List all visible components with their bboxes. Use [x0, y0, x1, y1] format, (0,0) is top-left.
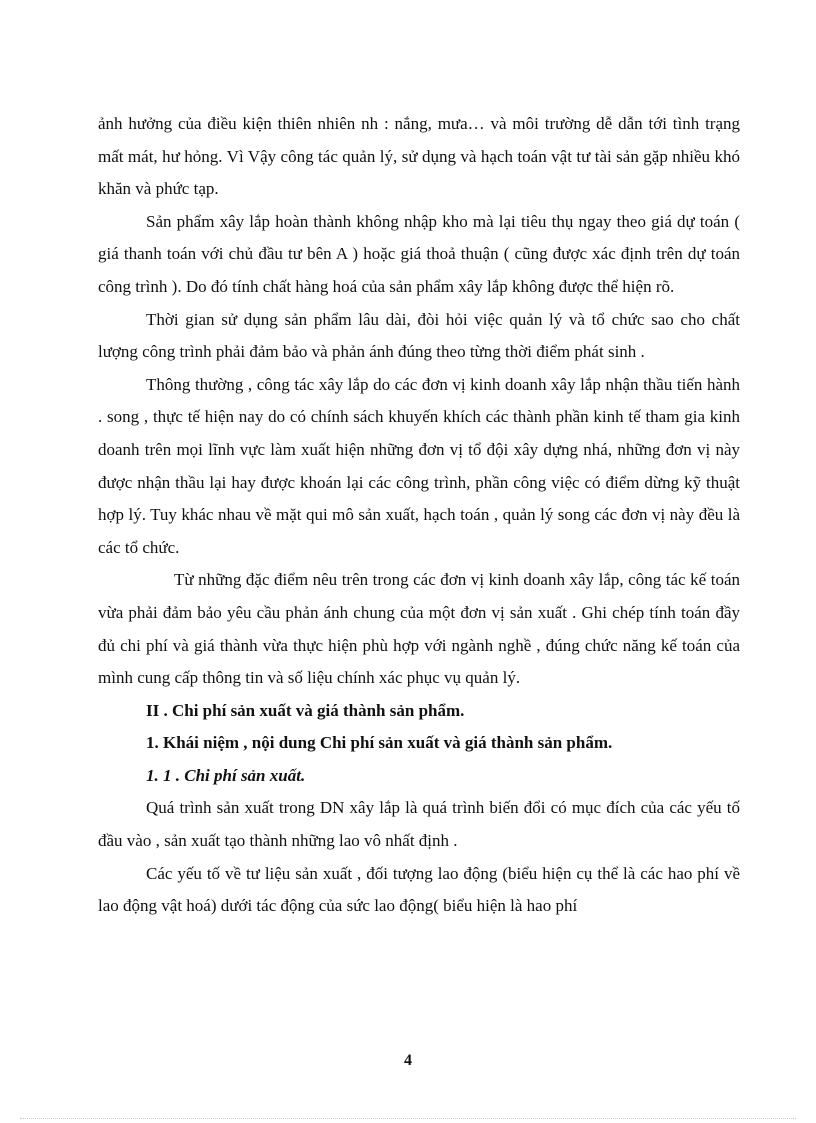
footer-divider [20, 1118, 796, 1119]
paragraph-construction-units: Thông thường , công tác xây lắp do các đơn vị kinh doanh xây lắp nhận thầu tiến hành . song , thực tế hiện nay do có chính sách khuyến khích các thành phần kinh tế tham gia kinh doanh trên mọi lĩnh vực làm xuất hiện những đơn vị tổ đội xây dựng nhá, những đơn vị này được nhận thầu lại hay được khoán lại các công trình, phần công việc có điểm dừng kỹ thuật hợp lý. Tuy khác nhau về mặt qui mô sản xuất, hạch toán , quản lý song các đơn vị này đều là các tổ chức. [98, 374, 740, 557]
paragraph-finished-products: Sản phẩm xây lắp hoàn thành không nhập kho mà lại tiêu thụ ngay theo giá dự toán ( giá thanh toán với chủ đầu tư bên A ) hoặc giá thoả thuận ( cũng được xác định trên dự toán công trình ). Do đó tính chất hàng hoá của sản phẩm xây lắp không được thể hiện rõ. [98, 211, 740, 296]
paragraph-continuation: ảnh hưởng của điều kiện thiên nhiên nh : nắng, mưa… và môi trường dễ dẫn tới tình trạng mất mát, hư hỏng. Vì Vậy công tác quản lý, sử dụng và hạch toán vật tư tài sản gặp nhiều khó khăn và phức tạp. [98, 114, 740, 199]
subsection-heading-1: 1. Khái niệm , nội dung Chi phí sản xuất và giá thành sản phẩm. [146, 733, 613, 753]
paragraph-accounting-requirements: Từ những đặc điểm nêu trên trong các đơn vị kinh doanh xây lắp, công tác kế toán vừa phải đảm bảo yêu cầu phản ánh chung của một đơn vị sản xuất . Ghi chép tính toán đầy đủ chi phí và giá thành vừa thực hiện phù hợp với ngành nghề , đúng chức năng kế toán của mình cung cấp thông tin và số liệu chính xác phục vụ quản lý. [98, 570, 740, 688]
section-heading-ii: II . Chi phí sản xuất và giá thành sản phẩm. [146, 700, 465, 720]
document-body [98, 108, 740, 923]
paragraph-production-process: Quá trình sản xuất trong DN xây lắp là quá trình biến đổi có mục đích của các yếu tố đầu vào , sản xuất tạo thành những lao vô nhất định . [98, 798, 740, 851]
page-number: 4 [404, 1052, 412, 1069]
paragraph-production-factors: Các yếu tố về tư liệu sản xuất , đối tượng lao động (biểu hiện cụ thể là các hao phí về lao động vật hoá) dưới tác động của sức lao động( biểu hiện là hao phí [98, 863, 740, 916]
paragraph-usage-time: Thời gian sử dụng sản phẩm lâu dài, đòi hỏi việc quản lý và tổ chức sao cho chất lượng công trình phải đảm bảo và phản ánh đúng theo từng thời điểm phát sinh . [98, 309, 740, 362]
subsection-heading-1-1: 1. 1 . Chi phí sản xuất. [146, 765, 306, 785]
